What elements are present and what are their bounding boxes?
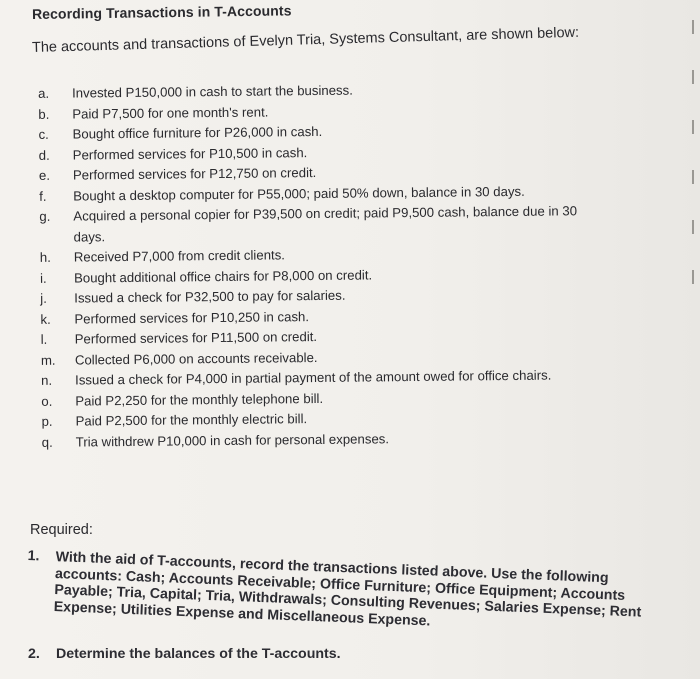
transaction-letter: j. [40, 290, 47, 306]
requirement-item-2 [28, 646, 341, 663]
transaction-letter: k. [40, 311, 51, 327]
document-title: Recording Transactions in T-Accounts [31, 2, 292, 22]
transaction-letter: d. [38, 147, 50, 163]
transaction-text: Paid P2,500 for the monthly electric bill. [75, 411, 308, 429]
transaction-letter: n. [41, 372, 53, 388]
transaction-text: Performed services for P10,500 in cash. [72, 144, 308, 163]
page-edge-marks [680, 20, 694, 320]
transaction-letter: i. [39, 270, 47, 286]
transaction-letter: h. [39, 249, 51, 265]
intro-paragraph: The accounts and transactions of Evelyn Tria, Systems Consultant, are shown below: [31, 24, 580, 56]
transaction-item-g [31, 201, 591, 248]
transaction-text: Issued a check for P4,000 in partial payment of the amount owed for office chairs. [75, 367, 552, 388]
transaction-text: Issued a check for P32,500 to pay for salaries. [74, 287, 346, 306]
transaction-letter: q. [41, 434, 53, 450]
transaction-text: Bought office furniture for P26,000 in cash. [72, 123, 323, 142]
required-heading: Required: [30, 522, 93, 538]
transaction-list [30, 78, 594, 453]
requirement-text: With the aid of T-accounts, record the transactions listed above. Use the following accounts: Cash; Accounts Receivable; Office Furniture; Office Equipment; Accounts Payable; Tria, Capital; Tria, Withdrawals; Consulting Revenues; Salaries Expense; Rent Expense; Utilities Expense and Miscellaneous Expense. [53, 549, 642, 629]
transaction-text: Invested P150,000 in cash to start the business. [72, 82, 353, 101]
transaction-letter: e. [38, 167, 51, 183]
transaction-text: Performed services for P12,750 on credit. [72, 165, 317, 183]
transaction-text: Performed services for P11,500 on credit. [74, 329, 318, 347]
transaction-letter: f. [39, 188, 47, 204]
transaction-letter: b. [38, 106, 50, 122]
requirement-item-1 [25, 548, 667, 639]
transaction-letter: g. [39, 208, 51, 224]
transaction-letter: p. [41, 413, 53, 429]
transaction-letter: m. [40, 352, 56, 368]
transaction-letter: o. [41, 393, 53, 409]
transaction-letter: l. [40, 331, 48, 347]
transaction-text: Received P7,000 from credit clients. [73, 247, 285, 265]
transaction-text: Bought a desktop computer for P55,000; paid 50% down, balance in 30 days. [73, 183, 525, 204]
transaction-text: Performed services for P10,250 in cash. [74, 308, 310, 327]
transaction-letter: c. [38, 126, 49, 142]
transaction-text: Paid P7,500 for one month's rent. [72, 104, 269, 122]
transaction-text: Bought additional office chairs for P8,000 on credit. [73, 266, 373, 286]
transaction-letter: a. [38, 85, 50, 101]
transaction-text: Paid P2,250 for the monthly telephone bill. [75, 390, 324, 409]
requirement-text: Determine the balances of the T-accounts. [56, 646, 341, 662]
transaction-text: Tria withdrew P10,000 in cash for personal expenses. [75, 430, 390, 450]
requirements-list [27, 548, 668, 662]
transaction-text: Collected P6,000 on accounts receivable. [74, 349, 318, 368]
transaction-text: Acquired a personal copier for P39,500 on credit; paid P9,500 cash, balance due in 30 days. [73, 203, 578, 245]
requirement-number: 2. [28, 646, 40, 662]
requirement-number: 1. [27, 548, 40, 565]
